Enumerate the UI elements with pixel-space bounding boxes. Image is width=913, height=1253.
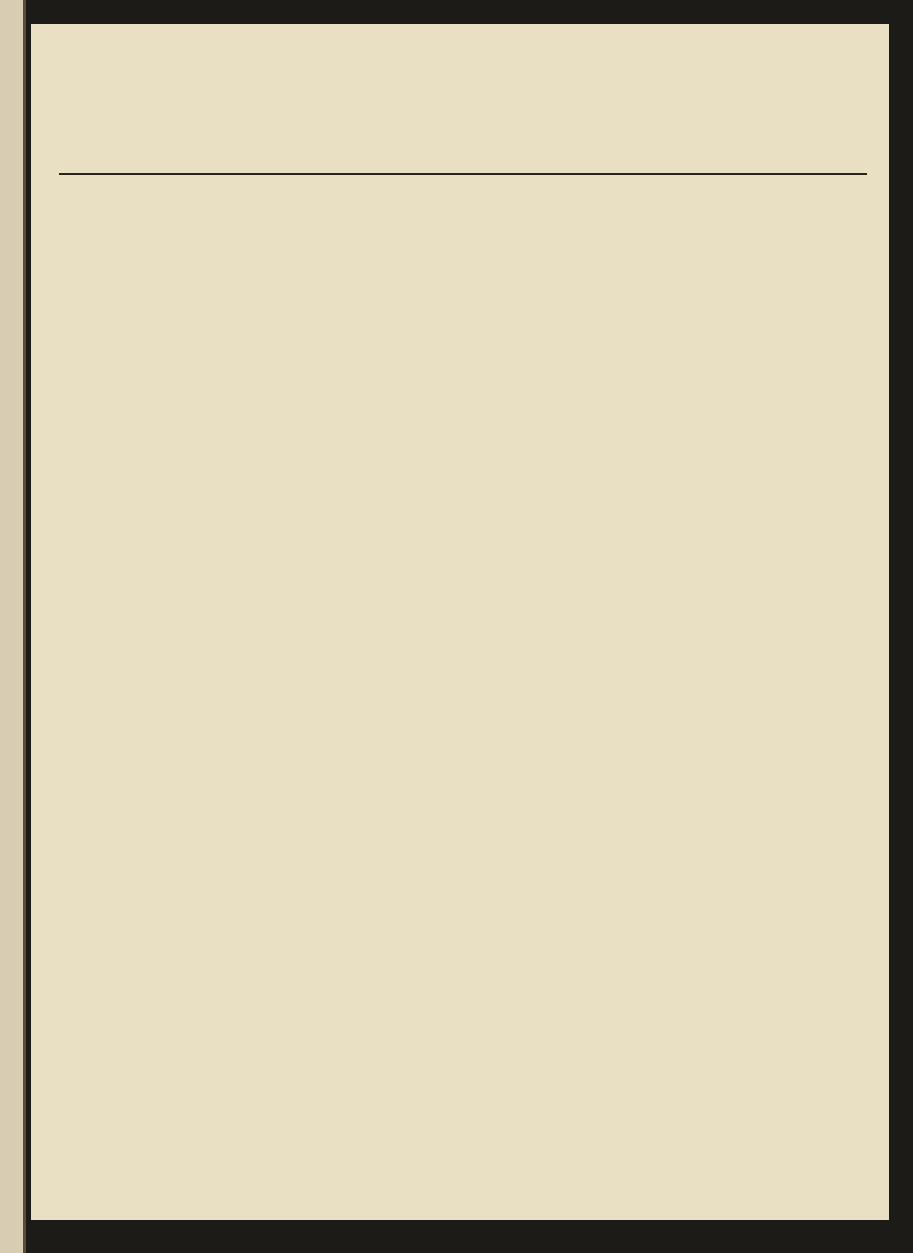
document-page [31, 24, 889, 1220]
table-top-rule [59, 173, 867, 175]
book-binding [0, 0, 26, 1253]
